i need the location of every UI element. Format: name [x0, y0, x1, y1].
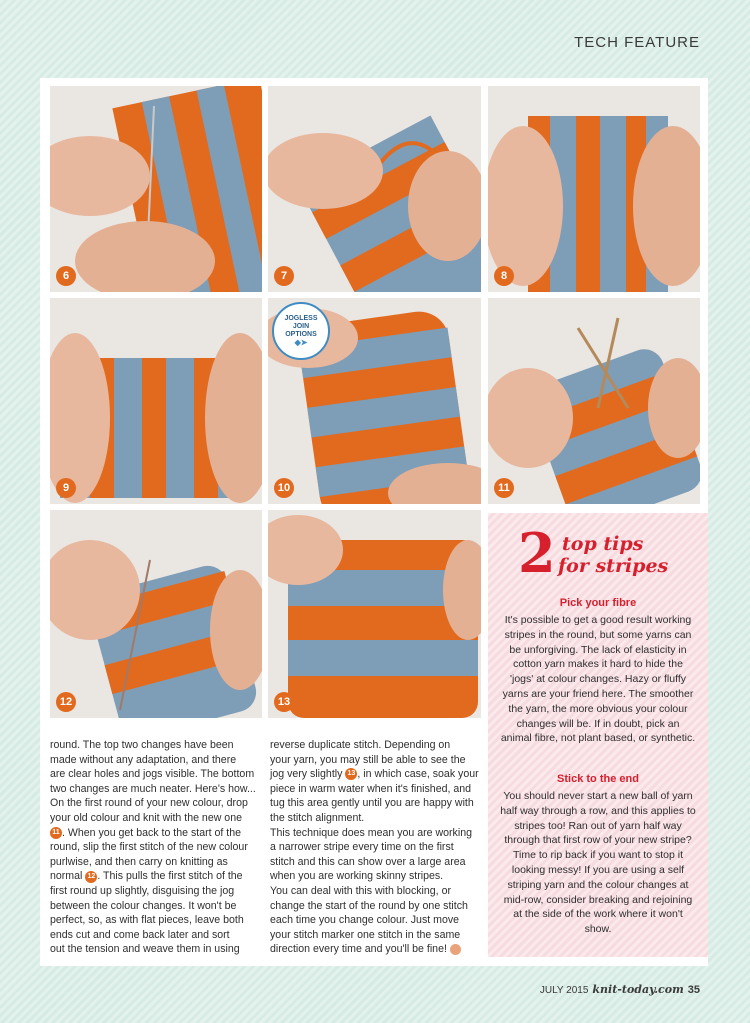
text-segment: jog very slightly [270, 768, 343, 781]
body-text-column-2 [270, 738, 484, 957]
issue-date: JULY 2015 [539, 985, 589, 996]
step-number-badge: 13 [274, 692, 294, 712]
step-ref-badge: 11 [50, 827, 62, 839]
text-line [50, 826, 262, 841]
text-line: a narrower stripe every time on the first [270, 841, 454, 854]
text-line: between the colour changes. It won't be [50, 899, 237, 912]
tip-title: Pick your fibre [559, 597, 637, 609]
text-line: out the tension and weave them in using [50, 943, 240, 956]
page-footer [540, 983, 700, 996]
step-photo-7 [268, 86, 481, 292]
text-line [50, 869, 262, 884]
website-name: knit-today.com [592, 983, 684, 996]
text-segment: . When you get back to the start of the [62, 826, 242, 839]
step-photo-12 [50, 510, 262, 718]
text-segment: , in which case, soak your [357, 768, 479, 781]
step-photo-11 [488, 298, 700, 504]
step-number-badge: 11 [494, 478, 514, 498]
badge-line: OPTIONS [285, 331, 317, 338]
article-page [40, 78, 708, 966]
text-line: your stitch marker one stitch in the same [270, 928, 461, 941]
text-line: when you are working skinny stripes. [270, 870, 444, 883]
step-photo-8 [488, 86, 700, 292]
text-line: your yarn, you may still be able to see the [270, 753, 466, 766]
text-line: purlwise, and then carry on knitting as [50, 855, 228, 868]
text-line [270, 942, 484, 957]
text-line: round. The top two changes have been [50, 739, 234, 751]
step-number-badge: 10 [274, 478, 294, 498]
text-segment: . This pulls the first stitch of the [97, 870, 243, 883]
yarn-ball-icon [450, 944, 461, 955]
step-ref-badge: 13 [345, 768, 357, 780]
text-line: This technique does mean you are working [270, 826, 472, 839]
text-line: the stitch alignment. [270, 811, 365, 824]
badge-line: JOIN [292, 323, 310, 330]
step-ref-badge: 12 [85, 871, 97, 883]
text-line: first round up slightly, disguising the jog [50, 884, 235, 897]
step-photo-13 [268, 510, 481, 718]
text-line: piece in warm water when it's finished, and [270, 782, 472, 795]
step-number-badge: 12 [56, 692, 76, 712]
text-line: round, slip the first stitch of the new colour [50, 841, 248, 854]
text-line: perfect, so, as with flat pieces, leave both [50, 914, 244, 927]
step-number-badge: 6 [56, 266, 76, 286]
text-line: your old colour and knit with the new one [50, 811, 242, 824]
top-tips-box [488, 513, 708, 957]
jogless-join-badge [272, 302, 330, 360]
text-line: stitch and this can show over a large area [270, 855, 466, 868]
text-segment: direction every time and you'll be fine! [270, 943, 447, 956]
text-line: ends cut and come back later and sort [50, 928, 230, 941]
step-number-badge: 8 [494, 266, 514, 286]
text-line: each time you change colour. Just move [270, 914, 460, 927]
text-line [270, 767, 484, 782]
tips-heading-word: top tips [562, 533, 644, 555]
tip-text: You should never start a new ball of yarn half way through a row, and this applies to stripes too! Ran out of yarn half way through that first row of your new stripe? Time to rip back if you want to stop it looking messy! If you are using a self striping yarn and the colour changes at mid-row, consider breaking and rejoining at the side of the work where it won't show. [500, 790, 696, 936]
text-line: reverse duplicate stitch. Depending on [270, 739, 451, 751]
tips-number: 2 [518, 521, 556, 585]
text-line: change the start of the round by one stitch [270, 899, 468, 912]
text-line: You can deal with this with blocking, or [270, 884, 451, 897]
tip-title: Stick to the end [557, 773, 639, 785]
body-text-column-1 [50, 738, 262, 957]
step-photo-10 [268, 298, 481, 504]
step-photo-6 [50, 86, 262, 292]
arrows-icon: ◆➤ [294, 338, 308, 347]
step-number-badge: 9 [56, 478, 76, 498]
text-line: two changes are much neater. Here's how... [50, 782, 256, 795]
tips-heading-word: for stripes [558, 555, 669, 577]
section-title: TECH FEATURE [574, 34, 700, 51]
page-number: 35 [687, 984, 700, 996]
badge-line: JOGLESS [284, 315, 318, 322]
tips-heading [518, 521, 688, 587]
tip-text: It's possible to get a good result working stripes in the round, but some yarns can be unforgiving. The lack of elasticity in cotton yarn makes it hard to hide the 'jogs' at colour changes. Hazy or fluffy yarns are your friend here. The smoother the yarn, the more obvious your colour changes will be. If in doubt, pick an animal fibre, not plant based, or synthetic. [500, 614, 696, 745]
text-line: are clear holes and jogs visible. The bottom [50, 768, 255, 781]
text-line: On the first round of your new colour, drop [50, 797, 248, 810]
text-segment: normal [50, 870, 83, 883]
text-line: made without any adaptation, and there [50, 753, 237, 766]
step-number-badge: 7 [274, 266, 294, 286]
text-line: tug this area gently until you are happy with [270, 797, 474, 810]
step-photo-9 [50, 298, 262, 504]
